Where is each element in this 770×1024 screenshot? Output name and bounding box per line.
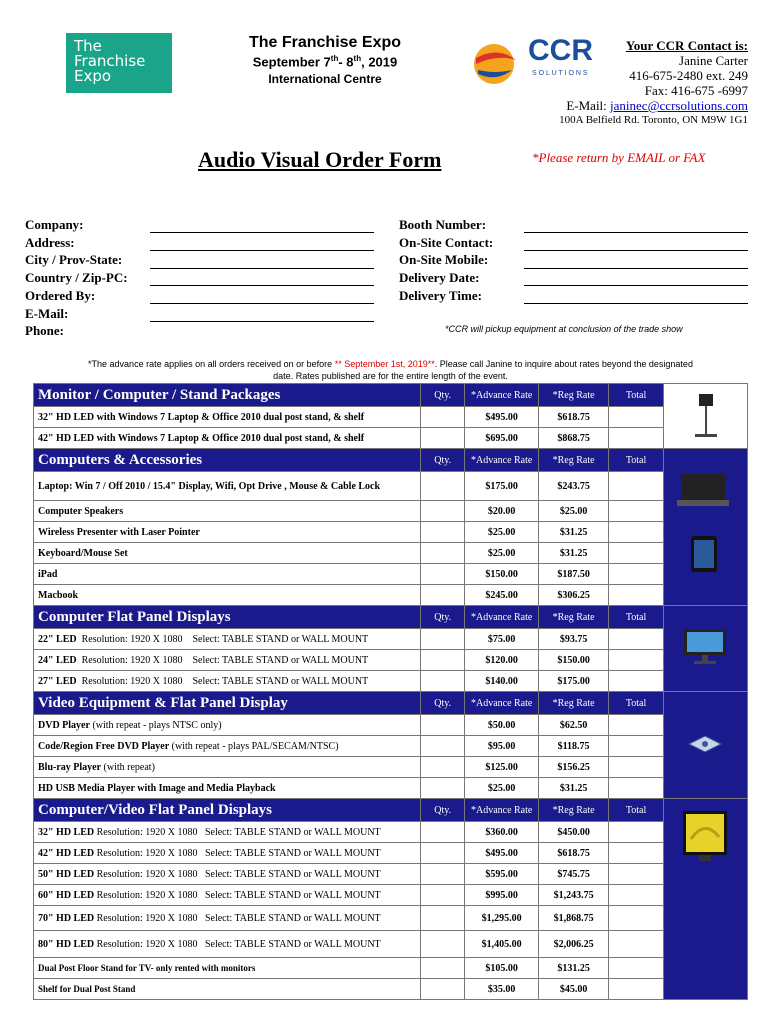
event-title: The Franchise Expo (248, 34, 402, 51)
contact-email: E-Mail: janinec@ccrsolutions.com (566, 98, 748, 113)
return-note: *Please return by EMAIL or FAX (532, 150, 706, 165)
qty-cell[interactable] (421, 428, 465, 449)
total-cell[interactable] (609, 543, 664, 564)
total-cell[interactable] (609, 407, 664, 428)
flat-panel-image (663, 606, 747, 692)
table-row: iPad $150.00 $187.50 (34, 564, 748, 585)
table-row: HD USB Media Player with Image and Media Playback $25.00 $31.25 (34, 778, 748, 799)
table-row: 60" HD LED Resolution: 1920 X 1080 Select: TABLE STAND or WALL MOUNT $995.00 $1,243.75 (34, 885, 748, 906)
qty-cell[interactable] (421, 671, 465, 692)
field-label: Phone: (25, 323, 64, 339)
address-line[interactable] (150, 250, 374, 251)
table-row: 32" HD LED with Windows 7 Laptop & Office 2010 dual post stand, & shelf $495.00 $618.75 (34, 407, 748, 428)
field-label: Address: (25, 234, 75, 250)
field-label: On-Site Mobile: (399, 252, 489, 268)
total-cell[interactable] (609, 585, 664, 606)
field-label: City / Prov-State: (25, 252, 123, 268)
advance-note: *The advance rate applies on all orders received on or before ** September 1st, 2019**. Please call Janine to inquire about rates beyond the designated date. Rates published are for the entire length of the event. (88, 359, 693, 381)
qty-cell[interactable] (421, 822, 465, 843)
qty-cell[interactable] (421, 931, 465, 958)
booth-number-line[interactable] (524, 232, 748, 233)
qty-cell[interactable] (421, 543, 465, 564)
monitor-stand-image (663, 384, 747, 449)
email-line[interactable] (150, 321, 374, 322)
qty-cell[interactable] (421, 650, 465, 671)
total-cell[interactable] (609, 958, 664, 979)
qty-cell[interactable] (421, 979, 465, 1000)
qty-cell[interactable] (421, 885, 465, 906)
table-row: Shelf for Dual Post Stand $35.00 $45.00 (34, 979, 748, 1000)
qty-cell[interactable] (421, 472, 465, 501)
table-row: Blu-ray Player (with repeat) $125.00 $156.25 (34, 757, 748, 778)
ccr-logo-sub: S O L U T I O N S (532, 70, 588, 77)
logo-line: Franchise (74, 52, 146, 70)
total-cell[interactable] (609, 931, 664, 958)
monitor-stand-icon (685, 392, 725, 438)
total-cell[interactable] (609, 671, 664, 692)
form-title: Audio Visual Order Form (198, 147, 442, 172)
total-cell[interactable] (609, 906, 664, 931)
field-label: Ordered By: (25, 287, 96, 303)
table-row: Code/Region Free DVD Player (with repeat - plays PAL/SECAM/NTSC) $95.00 $118.75 (34, 736, 748, 757)
qty-cell[interactable] (421, 843, 465, 864)
onsite-mobile-line[interactable] (524, 268, 748, 269)
qty-cell[interactable] (421, 564, 465, 585)
table-row: 32" HD LED Resolution: 1920 X 1080 Select: TABLE STAND or WALL MOUNT $360.00 $450.00 (34, 822, 748, 843)
field-label: Country / Zip-PC: (25, 270, 128, 286)
section-title: Computers & Accessories (34, 449, 421, 472)
total-cell[interactable] (609, 822, 664, 843)
qty-cell[interactable] (421, 407, 465, 428)
table-row: 24" LED Resolution: 1920 X 1080 Select: TABLE STAND or WALL MOUNT $120.00 $150.00 (34, 650, 748, 671)
table-row: 50" HD LED Resolution: 1920 X 1080 Select: TABLE STAND or WALL MOUNT $595.00 $745.75 (34, 864, 748, 885)
ordered-by-line[interactable] (150, 303, 374, 304)
total-cell[interactable] (609, 778, 664, 799)
contact-fax: Fax: 416-675 -6997 (644, 83, 748, 98)
qty-cell[interactable] (421, 757, 465, 778)
tv-display-icon (679, 809, 731, 865)
total-cell[interactable] (609, 501, 664, 522)
event-venue: International Centre (268, 72, 382, 86)
total-cell[interactable] (609, 472, 664, 501)
event-dates: September 7th- 8th, 2019 (252, 54, 398, 70)
total-cell[interactable] (609, 629, 664, 650)
table-row: Wireless Presenter with Laser Pointer $25.00 $31.25 (34, 522, 748, 543)
field-label: Delivery Time: (399, 287, 482, 303)
city-line[interactable] (150, 268, 374, 269)
logo-line: The (74, 37, 102, 55)
contact-heading: Your CCR Contact is: (625, 38, 748, 53)
section-header: Computer/Video Flat Panel Displays Qty. *Advance Rate *Reg Rate Total (34, 799, 748, 822)
qty-cell[interactable] (421, 501, 465, 522)
tv-display-image (663, 799, 747, 1000)
contact-address: 100A Belfield Rd. Toronto, ON M9W 1G1 (559, 114, 748, 126)
section-title: Computer Flat Panel Displays (34, 606, 421, 629)
table-row: 70" HD LED Resolution: 1920 X 1080 Select: TABLE STAND or WALL MOUNT $1,295.00 $1,868.75 (34, 906, 748, 931)
qty-cell[interactable] (421, 778, 465, 799)
field-label: E-Mail: (25, 305, 69, 321)
delivery-time-line[interactable] (524, 303, 748, 304)
table-row: Computer Speakers $20.00 $25.00 (34, 501, 748, 522)
section-header: Monitor / Computer / Stand Packages Qty. *Advance Rate *Reg Rate Total (34, 384, 748, 407)
table-row: Dual Post Floor Stand for TV- only rented with monitors $105.00 $131.25 (34, 958, 748, 979)
table-row: 42" HD LED Resolution: 1920 X 1080 Select: TABLE STAND or WALL MOUNT $495.00 $618.75 (34, 843, 748, 864)
qty-cell[interactable] (421, 736, 465, 757)
order-table (33, 383, 748, 1000)
qty-cell[interactable] (421, 585, 465, 606)
logo-line: Expo (74, 67, 112, 85)
section-title: Computer/Video Flat Panel Displays (34, 799, 421, 822)
qty-cell[interactable] (421, 629, 465, 650)
qty-cell[interactable] (421, 864, 465, 885)
table-row: 42" HD LED with Windows 7 Laptop & Office 2010 dual post stand, & shelf $695.00 $868.75 (34, 428, 748, 449)
laptop-ipad-icon (675, 466, 735, 586)
section-header: Video Equipment & Flat Panel Display Qty. *Advance Rate *Reg Rate Total (34, 692, 748, 715)
dvd-player-image (663, 692, 747, 799)
table-row: DVD Player (with repeat - plays NTSC only) $50.00 $62.50 (34, 715, 748, 736)
flat-panel-monitor-icon (680, 627, 730, 667)
qty-cell[interactable] (421, 715, 465, 736)
total-cell[interactable] (609, 428, 664, 449)
table-row: 22" LED Resolution: 1920 X 1080 Select: TABLE STAND or WALL MOUNT $75.00 $93.75 (34, 629, 748, 650)
qty-cell[interactable] (421, 906, 465, 931)
qty-cell[interactable] (421, 958, 465, 979)
contact-block (559, 38, 748, 128)
qty-cell[interactable] (421, 522, 465, 543)
field-label: On-Site Contact: (399, 234, 494, 250)
section-header: Computer Flat Panel Displays Qty. *Advance Rate *Reg Rate Total (34, 606, 748, 629)
delivery-date-line[interactable] (524, 285, 748, 286)
pickup-note: *CCR will pickup equipment at conclusion of the trade show (445, 324, 683, 334)
table-row: Laptop: Win 7 / Off 2010 / 15.4" Display, Wifi, Opt Drive , Mouse & Cable Lock $175.00 $243.75 (34, 472, 748, 501)
field-label: Company: (25, 217, 84, 232)
table-row: 27" LED Resolution: 1920 X 1080 Select: TABLE STAND or WALL MOUNT $140.00 $175.00 (34, 671, 748, 692)
section-header: Computers & Accessories Qty. *Advance Rate *Reg Rate Total (34, 449, 748, 472)
company-line[interactable] (150, 232, 374, 233)
contact-email-link[interactable]: janinec@ccrsolutions.com (610, 98, 748, 113)
section-title: Monitor / Computer / Stand Packages (34, 384, 421, 407)
total-cell[interactable] (609, 885, 664, 906)
total-cell[interactable] (609, 979, 664, 1000)
country-line[interactable] (150, 285, 374, 286)
left-field-labels (25, 216, 145, 340)
onsite-contact-line[interactable] (524, 250, 748, 251)
field-label: Booth Number: (399, 217, 487, 232)
laptop-ipad-image (663, 449, 747, 606)
franchise-expo-logo (66, 33, 172, 93)
table-row: Keyboard/Mouse Set $25.00 $31.25 (34, 543, 748, 564)
section-title: Video Equipment & Flat Panel Display (34, 692, 421, 715)
total-cell[interactable] (609, 650, 664, 671)
ccr-logo-text: CCR (528, 34, 593, 67)
right-field-labels (399, 216, 519, 305)
total-cell[interactable] (609, 757, 664, 778)
contact-name: Janine Carter (679, 53, 748, 68)
table-row: Macbook $245.00 $306.25 (34, 585, 748, 606)
contact-phone: 416-675-2480 ext. 249 (629, 68, 748, 83)
total-cell[interactable] (609, 843, 664, 864)
total-cell[interactable] (609, 522, 664, 543)
dvd-player-icon (685, 732, 725, 756)
total-cell[interactable] (609, 736, 664, 757)
total-cell[interactable] (609, 864, 664, 885)
total-cell[interactable] (609, 715, 664, 736)
field-label: Delivery Date: (399, 270, 480, 286)
total-cell[interactable] (609, 564, 664, 585)
table-row: 80" HD LED Resolution: 1920 X 1080 Select: TABLE STAND or WALL MOUNT $1,405.00 $2,006.25 (34, 931, 748, 958)
